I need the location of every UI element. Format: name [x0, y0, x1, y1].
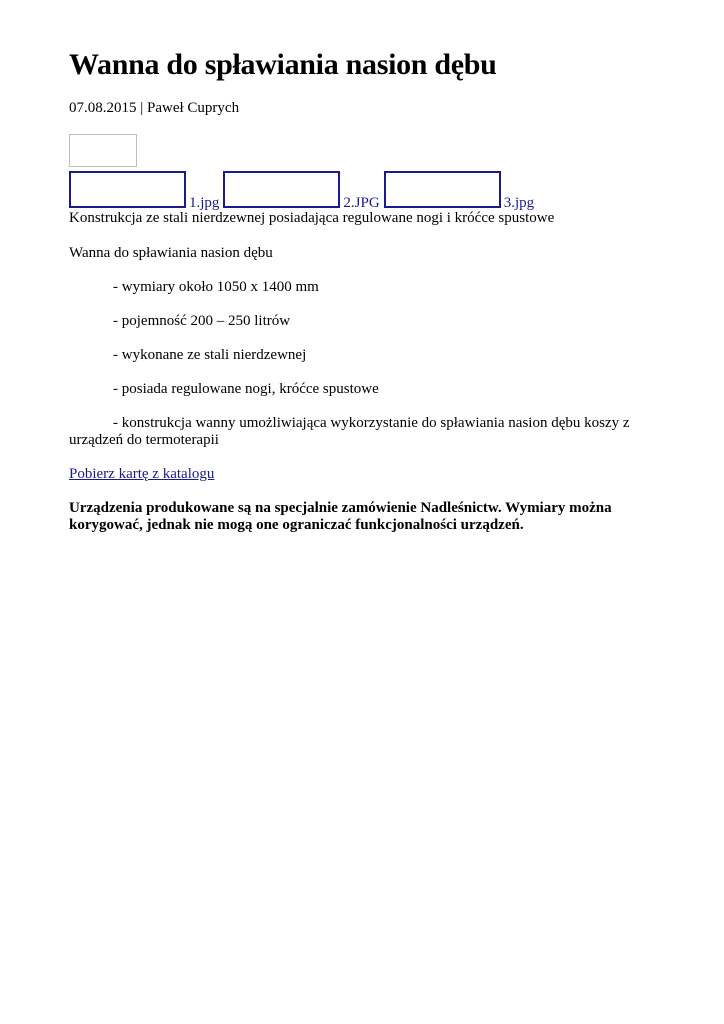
feature-item: - wykonane ze stali nierdzewnej: [113, 347, 307, 363]
gallery-link-2[interactable]: [223, 171, 379, 212]
gallery-thumbnail: [223, 171, 340, 208]
notice-paragraph: Urządzenia produkowane są na specjalnie zamówienie Nadleśnictw. Wymiary można korygować, jednak nie mogą one ograniczać funkcjonalności urządzeń.: [69, 500, 612, 533]
intro-paragraph: Wanna do spławiania nasion dębu: [69, 245, 273, 261]
image-placeholder[interactable]: [69, 134, 137, 167]
gallery-thumbnail: [69, 171, 186, 208]
feature-item: - wymiary około 1050 x 1400 mm: [113, 279, 319, 295]
gallery-caption: 3.jpg: [503, 195, 535, 211]
image-gallery: [69, 171, 534, 211]
post-meta: 07.08.2015 | Paweł Cuprych: [69, 100, 240, 116]
gallery-caption-text: Konstrukcja ze stali nierdzewnej posiadająca regulowane nogi i króćce spustowe: [69, 210, 555, 226]
gallery-caption: 2.JPG: [343, 195, 380, 211]
page-title: Wanna do spławiania nasion dębu: [69, 48, 497, 81]
feature-item: - posiada regulowane nogi, króćce spustowe: [113, 381, 379, 397]
gallery-link-3[interactable]: [384, 171, 534, 212]
feature-item: - pojemność 200 – 250 litrów: [113, 313, 291, 329]
gallery-caption: 1.jpg: [189, 195, 220, 211]
gallery-thumbnail: [384, 171, 501, 208]
gallery-link-1[interactable]: [69, 171, 219, 212]
feature-item: - konstrukcja wanny umożliwiająca wykorzystanie do spławiania nasion dębu koszy z urządzeń do termoterapii: [69, 415, 630, 448]
download-catalog-link[interactable]: Pobierz kartę z katalogu: [69, 466, 215, 482]
